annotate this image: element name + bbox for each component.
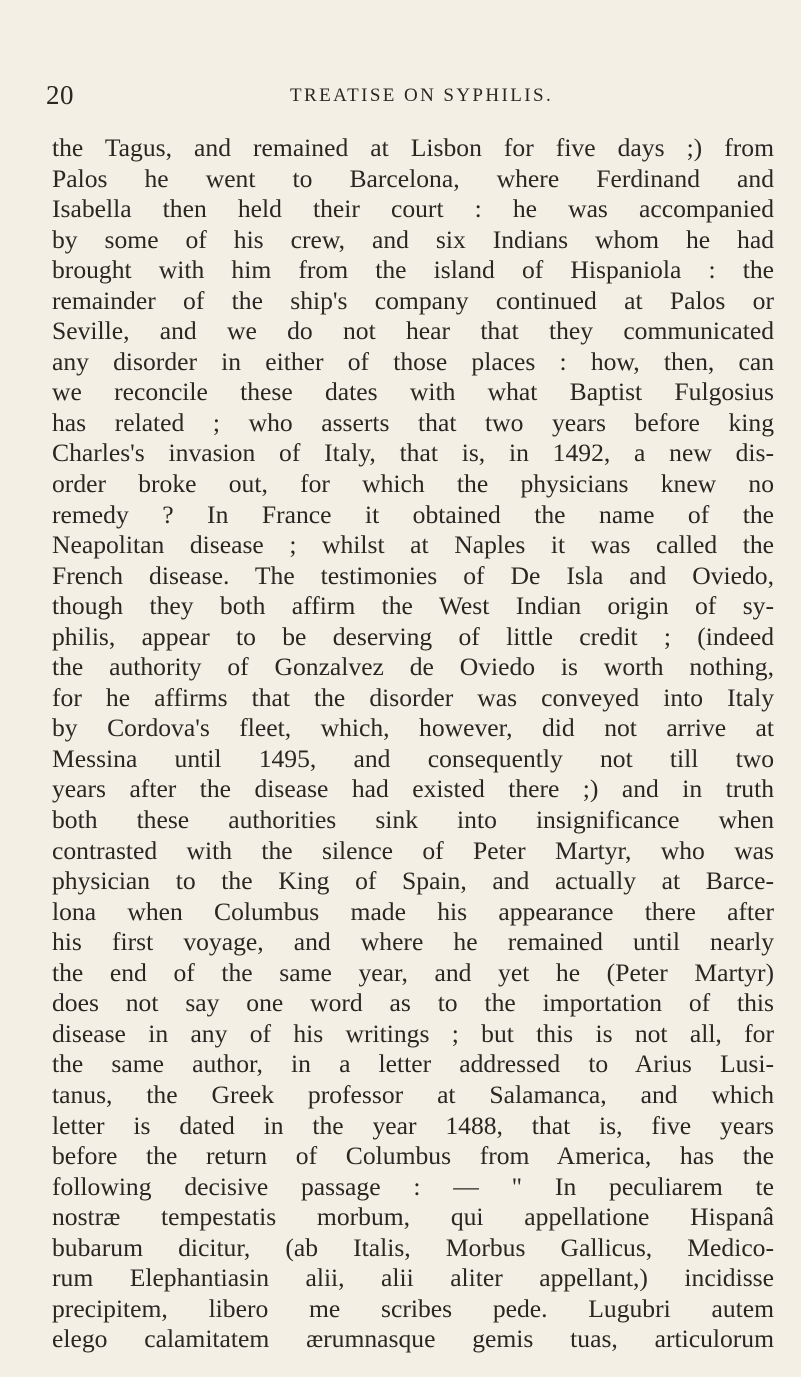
text-line: remedy ? In France it obtained the name of the <box>52 499 774 529</box>
text-line: order broke out, for which the physicians knew no <box>52 469 774 499</box>
text-line: brought with him from the island of Hispaniola : the <box>52 255 774 285</box>
text-line: Seville, and we do not hear that they communicated <box>52 316 774 346</box>
text-line: following decisive passage : — " In peculiarem te <box>52 1171 774 1201</box>
running-title: TREATISE ON SYPHILIS. <box>290 85 554 106</box>
text-line: for he affirms that the disorder was conveyed into Italy <box>52 682 774 712</box>
text-line: Palos he went to Barcelona, where Ferdinand and <box>52 163 774 193</box>
text-line: before the return of Columbus from America, has the <box>52 1141 774 1171</box>
text-line: disease in any of his writings ; but this is not all, for <box>52 1018 774 1048</box>
text-line: philis, appear to be deserving of little credit ; (indeed <box>52 621 774 651</box>
text-line: letter is dated in the year 1488, that is, five years <box>52 1110 774 1140</box>
text-line: nostræ tempestatis morbum, qui appellatione Hispanâ <box>52 1202 774 1232</box>
text-line: by Cordova's fleet, which, however, did not arrive at <box>52 713 774 743</box>
text-line: Isabella then held their court : he was accompanied <box>52 194 774 224</box>
text-line: Messina until 1495, and consequently not till two <box>52 743 774 773</box>
text-line: contrasted with the silence of Peter Martyr, who was <box>52 835 774 865</box>
text-line: the same author, in a letter addressed to Arius Lusi- <box>52 1049 774 1079</box>
text-line: years after the disease had existed there ;) and in truth <box>52 774 774 804</box>
text-line: precipitem, libero me scribes pede. Lugubri autem <box>52 1293 774 1323</box>
text-line: though they both affirm the West Indian origin of sy- <box>52 591 774 621</box>
text-line: bubarum dicitur, (ab Italis, Morbus Gallicus, Medico- <box>52 1232 774 1262</box>
text-line: has related ; who asserts that two years before king <box>52 407 774 437</box>
text-line: French disease. The testimonies of De Isla and Oviedo, <box>52 560 774 590</box>
text-line: the end of the same year, and yet he (Peter Martyr) <box>52 957 774 987</box>
text-line: by some of his crew, and six Indians whom he had <box>52 224 774 254</box>
body-text <box>52 133 774 1355</box>
text-line: remainder of the ship's company continued at Palos or <box>52 285 774 315</box>
text-line: we reconcile these dates with what Baptist Fulgosius <box>52 377 774 407</box>
text-line: Neapolitan disease ; whilst at Naples it was called the <box>52 530 774 560</box>
text-line: both these authorities sink into insignificance when <box>52 805 774 835</box>
text-line: any disorder in either of those places : how, then, can <box>52 346 774 376</box>
text-line: the authority of Gonzalvez de Oviedo is worth nothing, <box>52 652 774 682</box>
text-line: elego calamitatem ærumnasque gemis tuas, articulorum <box>52 1324 774 1354</box>
text-line: does not say one word as to the importation of this <box>52 988 774 1018</box>
running-head <box>46 80 766 112</box>
text-line: physician to the King of Spain, and actually at Barce- <box>52 866 774 896</box>
text-line: rum Elephantiasin alii, alii aliter appellant,) incidisse <box>52 1263 774 1293</box>
text-line: his first voyage, and where he remained until nearly <box>52 927 774 957</box>
text-line: tanus, the Greek professor at Salamanca, and which <box>52 1079 774 1109</box>
page-number: 20 <box>46 80 74 110</box>
text-line: Charles's invasion of Italy, that is, in 1492, a new dis- <box>52 438 774 468</box>
text-line: the Tagus, and remained at Lisbon for five days ;) from <box>52 133 774 162</box>
text-line: lona when Columbus made his appearance there after <box>52 896 774 926</box>
